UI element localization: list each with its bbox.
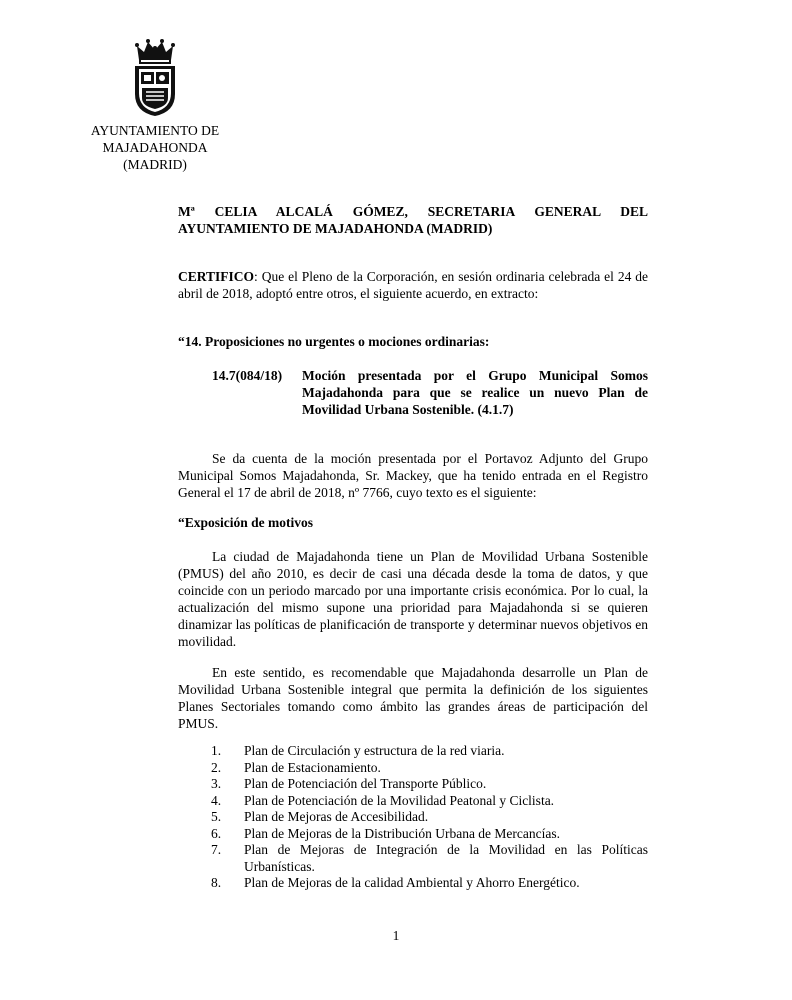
- paragraph-pmus: La ciudad de Majadahonda tiene un Plan de Movilidad Urbana Sostenible (PMUS) del año 2010, es decir de casi una década desde la toma de datos, y que coincide con un periodo marcado por una importante crisis económica. Por lo cual, la actualización del mismo supone una prioridad para Majadahonda si se quieren dinamizar las políticas de planificación de transporte y determinar nuevos objetivos en movilidad.: [178, 549, 648, 649]
- list-item-number: 1.: [211, 743, 222, 758]
- motion-number: 14.7(084/18): [212, 368, 283, 383]
- paragraph-intro: Se da cuenta de la moción presentada por el Portavoz Adjunto del Grupo Municipal Somos Majadahonda, Sr. Mackey, que ha tenido entrada en el Registro General el 17 de abril de 2018, nº 7766, cuyo texto es el siguiente:: [178, 451, 648, 500]
- coat-of-arms-icon: [127, 38, 183, 118]
- list-item-number: 6.: [211, 825, 222, 841]
- list-item-text: Plan de Estacionamiento.: [244, 759, 381, 775]
- heading-line-1: Mª CELIA ALCALÁ GÓMEZ, SECRETARIA GENERAL DEL: [178, 204, 648, 219]
- list-item-number: 3.: [211, 776, 222, 791]
- plans-list: [178, 743, 648, 892]
- list-item: [178, 760, 648, 777]
- exposition-quote: “: [178, 515, 185, 530]
- certifico-text: : Que el Pleno de la Corporación, en sesión ordinaria celebrada el 24 de abril de 2018, adoptó entre otros, el siguiente acuerdo, en extracto:: [178, 269, 648, 301]
- exposition-heading: [178, 514, 648, 531]
- list-item-text: Plan de Potenciación de la Movilidad Peatonal y Ciclista.: [244, 792, 555, 808]
- list-item: [178, 743, 648, 760]
- list-item: [178, 875, 648, 892]
- list-item-text: Plan de Mejoras de la calidad Ambiental y Ahorro Energético.: [244, 875, 580, 890]
- list-item: [178, 826, 648, 843]
- org-line-2: MAJADAHONDA: [102, 140, 208, 155]
- list-item-number: 2.: [211, 759, 222, 775]
- list-item: [178, 842, 648, 875]
- list-item-number: 5.: [211, 809, 222, 824]
- organization-name: [80, 122, 230, 173]
- page-number: 1: [392, 928, 400, 943]
- paragraph-sectoral-plans: En este sentido, es recomendable que Majadahonda desarrolle un Plan de Movilidad Urbana Sostenible integral que permita la definición de los siguientes Planes Sectoriales tomando como ámbito las grandes áreas de participación del PMUS.: [178, 665, 648, 731]
- section-title: “14. Proposiciones no urgentes o mociones ordinarias:: [178, 334, 490, 349]
- list-item-number: 4.: [211, 792, 222, 808]
- list-item-text: Plan de Potenciación del Transporte Público.: [244, 776, 487, 791]
- org-line-1: AYUNTAMIENTO DE: [90, 123, 220, 138]
- document-heading: [178, 203, 648, 237]
- org-line-3: (MADRID): [123, 157, 187, 172]
- list-item: [178, 809, 648, 826]
- heading-line-2: AYUNTAMIENTO DE MAJADAHONDA (MADRID): [178, 221, 493, 236]
- list-item-text: Plan de Mejoras de Accesibilidad.: [244, 809, 429, 824]
- list-item-text: Plan de Mejoras de la Distribución Urbana de Mercancías.: [244, 825, 561, 841]
- list-item: [178, 776, 648, 793]
- list-item-text: Plan de Circulación y estructura de la red viaria.: [244, 743, 505, 758]
- certification-paragraph: [178, 268, 648, 302]
- list-item-number: 7.: [211, 842, 222, 857]
- list-item-text: Plan de Mejoras de Integración de la Movilidad en las Políticas Urbanísticas.: [244, 842, 648, 874]
- list-item: [178, 793, 648, 810]
- exposition-title: Exposición de motivos: [184, 515, 314, 530]
- certifico-label: CERTIFICO: [178, 269, 255, 284]
- list-item-number: 8.: [211, 875, 222, 890]
- motion-title: Moción presentada por el Grupo Municipal Somos Majadahonda para que se realice un nuevo Plan de Movilidad Urbana Sostenible. (4.1.7): [302, 368, 648, 417]
